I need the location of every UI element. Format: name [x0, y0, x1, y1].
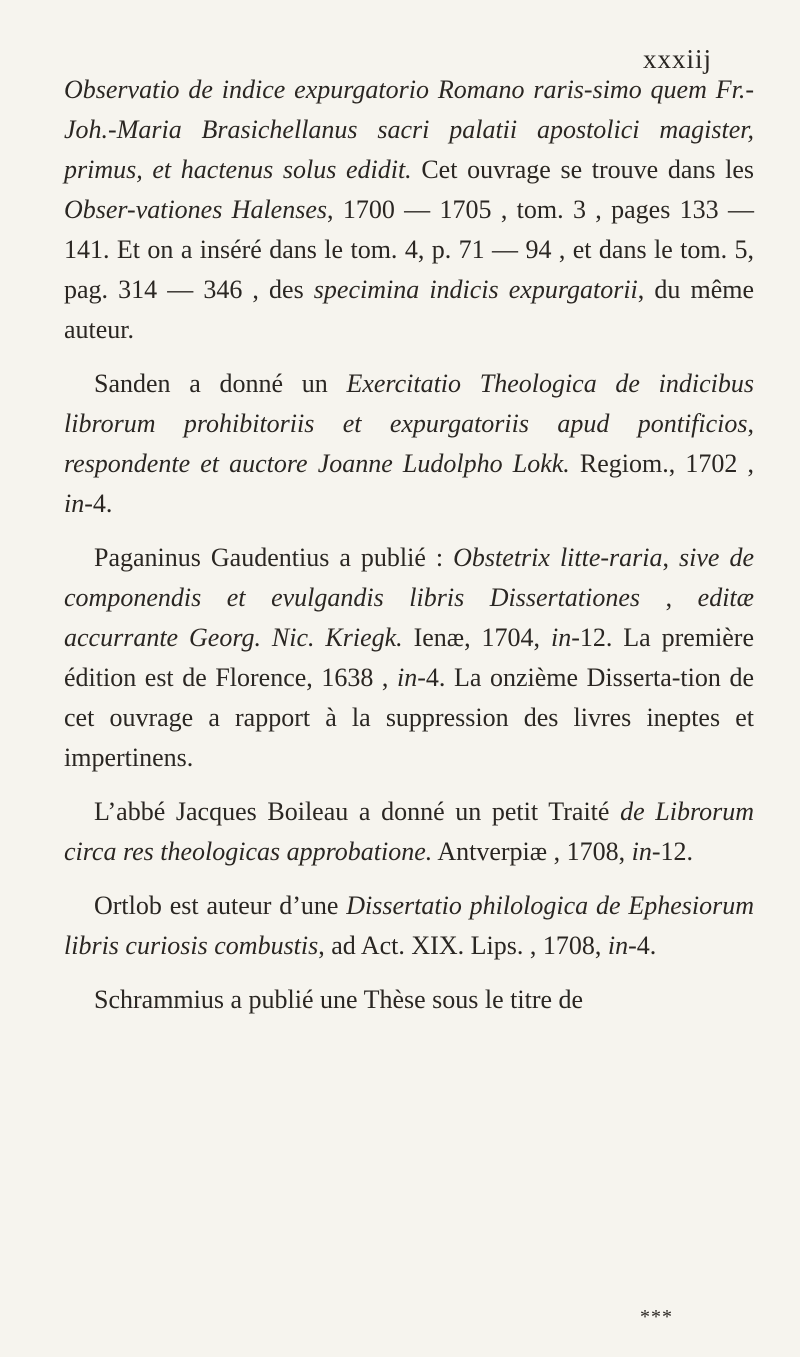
text-run: Cet ouvrage se trouve dans les [411, 155, 754, 184]
paragraph [64, 70, 754, 350]
text-run: , [662, 543, 680, 572]
paragraph [64, 886, 754, 966]
paragraph [64, 538, 754, 778]
text-run: , ad Act. XIX. Lips. , 1708, [318, 931, 608, 960]
text-run: -4. La onzième Disserta-tion de cet ouvrage a rapport à la suppression des livres ineptes et impertinens. [64, 663, 754, 772]
italic-run: in [607, 931, 629, 960]
text-run: Schrammius a publié une Thèse sous le titre de [94, 985, 584, 1014]
text-run: -12. [651, 837, 694, 866]
text-run: , [747, 409, 754, 438]
italic-run: in [550, 623, 572, 652]
text-run: , du même auteur. [64, 275, 755, 344]
signature-mark: *** [640, 1306, 673, 1328]
text-run: , 1700 — 1705 , tom. 3 , pages 133 — 141. Et on a inséré dans le tom. 4, p. 71 — 94 , et dans le tom. 5, pag. 314 — 346 , des [64, 195, 754, 304]
italic-run: respondente et auctore Joanne Ludolpho Lokk. [64, 449, 570, 478]
italic-run: Obser-vationes Halenses [64, 195, 327, 224]
paragraph [64, 364, 754, 524]
italic-run: in [631, 837, 652, 866]
italic-run: in [397, 663, 418, 692]
text-run: L’abbé Jacques Boileau a donné un petit Traité [94, 797, 621, 826]
paragraph [64, 792, 754, 872]
italic-run: Exercitatio Theologica de indicibus librorum prohibitoriis et expurgatoriis apud pontificios [64, 369, 755, 438]
text-run: Paganinus Gaudentius a publié : [94, 543, 454, 572]
text-run: Regiom., 1702 , [569, 449, 754, 478]
italic-run: de Librorum circa res theologicas approbatione. [64, 797, 754, 866]
page-number: xxxiij [642, 44, 712, 74]
text-run: , [640, 583, 698, 612]
text-run: Antverpiæ , 1708, [432, 837, 632, 866]
text-run: Ortlob est auteur d’une [94, 891, 347, 920]
body-text [64, 70, 754, 1034]
text-run: Ienæ, 1704, [402, 623, 551, 652]
italic-run: sive de componendis et evulgandis libris Dissertationes [64, 543, 755, 612]
italic-run: Dissertatio philologica de Ephesiorum libris curiosis combustis [64, 891, 754, 960]
italic-run: editæ accurrante Georg. Nic. Kriegk. [64, 583, 754, 652]
italic-run: in [64, 489, 85, 518]
italic-run: Observatio de indice expurgatorio Romano raris-simo quem Fr.-Joh.-Maria Brasichellanus sacri palatii apostolici magister, primus, et hactenus solus edidit. [64, 75, 754, 184]
text-run: -4. [84, 489, 113, 518]
italic-run: specimina indicis expurgatorii [313, 275, 638, 304]
text-run: -4. [628, 931, 657, 960]
text-run: -12. La première édition est de Florence, 1638 , [64, 623, 754, 692]
paragraph [64, 980, 754, 1020]
text-run: Sanden a donné un [94, 369, 347, 398]
italic-run: Obstetrix litte-raria [453, 543, 663, 572]
